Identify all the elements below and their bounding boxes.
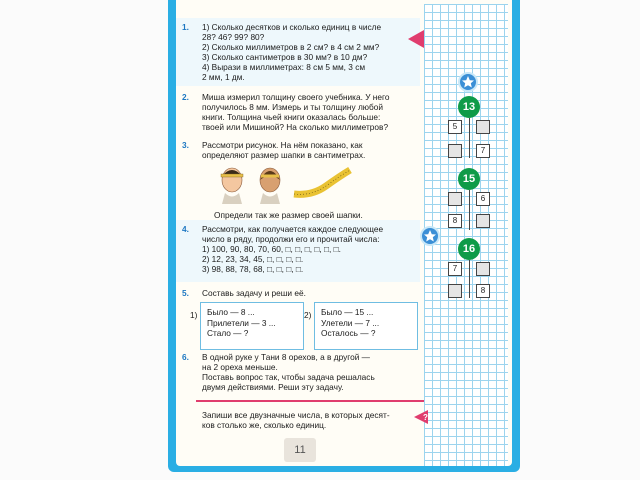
puzzle-cell: 5 — [448, 120, 462, 134]
puzzle-connector — [469, 190, 470, 230]
box-line: Осталось — ? — [321, 328, 376, 338]
box-line: Стало — ? — [207, 328, 249, 338]
puzzle-connector — [469, 260, 470, 298]
box-line: Было — 15 ... — [321, 307, 374, 317]
task-number: 3. — [182, 140, 189, 150]
box-number: 1) — [190, 310, 198, 320]
task-number: 4. — [182, 224, 189, 234]
task-line: Рассмотри рисунок. На нём показано, как — [202, 140, 363, 150]
task-line: получилось 8 мм. Измерь и ты толщину любой — [202, 102, 384, 112]
task-number: 5. — [182, 288, 189, 298]
task-3-caption: Определи так же размер своей шапки. — [214, 210, 363, 220]
task-line: Составь задачу и реши её. — [202, 288, 306, 298]
textbook-page — [176, 0, 512, 466]
measuring-tape-icon — [294, 170, 350, 194]
puzzle-empty-cell — [476, 214, 490, 228]
puzzle-empty-cell — [476, 120, 490, 134]
task-line: Рассмотри, как получается каждое следующее — [202, 224, 384, 234]
pointer-triangle-icon — [408, 30, 424, 48]
task-line: число в ряду, продолжи его и прочитай числа: — [202, 234, 380, 244]
task-number: 6. — [182, 352, 189, 362]
puzzle-cell: 7 — [448, 262, 462, 276]
task-line: двумя действиями. Реши эту задачу. — [202, 382, 344, 392]
puzzle-cell: 8 — [448, 214, 462, 228]
puzzle-badge: 15 — [458, 168, 480, 190]
task-line: на 2 ореха меньше. — [202, 362, 278, 372]
divider — [196, 400, 424, 402]
star-icon — [458, 72, 478, 92]
puzzle-badge: 16 — [458, 238, 480, 260]
task-line: Миша измерил толщину своего учебника. У него — [202, 92, 390, 102]
task-number: 2. — [182, 92, 189, 102]
task-line: 4) Вырази в миллиметрах: 8 см 5 мм, 3 см — [202, 62, 366, 72]
hat-measuring-illustration — [216, 160, 356, 204]
task-line: Поставь вопрос так, чтобы задача решалась — [202, 372, 375, 382]
box-line: Прилетели — 3 ... — [207, 317, 276, 328]
task-line: ков столько же, сколько единиц. — [202, 420, 327, 430]
question-marker-icon — [414, 410, 428, 424]
box-line: Было — 8 ... — [207, 307, 255, 317]
task-line: книги. Толщина чьей книги оказалась больше: — [202, 112, 381, 122]
puzzle-badge: 13 — [458, 96, 480, 118]
puzzle-empty-cell — [448, 284, 462, 298]
puzzle-cell: 6 — [476, 192, 490, 206]
puzzle-empty-cell — [448, 144, 462, 158]
svg-text:?: ? — [423, 413, 428, 422]
puzzle-connector — [469, 118, 470, 158]
puzzle-empty-cell — [448, 192, 462, 206]
problem-box-2 — [314, 302, 418, 350]
task-5-boxes — [200, 302, 414, 352]
problem-box-1 — [200, 302, 304, 350]
page-number: 11 — [284, 438, 316, 462]
task-line: твоей или Мишиной? На сколько миллиметров? — [202, 122, 389, 132]
task-line: 3) 98, 88, 78, 68, □, □, □, □. — [202, 264, 304, 274]
box-number: 2) — [304, 310, 312, 320]
task-line: 1) 100, 90, 80, 70, 60, □, □, □, □, □, □. — [202, 244, 341, 254]
task-line: 28? 46? 99? 80? — [202, 32, 265, 42]
task-number: 1. — [182, 22, 189, 32]
task-line: В одной руке у Тани 8 орехов, а в другой — — [202, 352, 370, 362]
task-line: 2 мм, 1 дм. — [202, 72, 245, 82]
box-line: Улетели — 7 ... — [321, 317, 380, 328]
puzzle-empty-cell — [476, 262, 490, 276]
star-icon — [420, 226, 440, 246]
puzzle-cell: 7 — [476, 144, 490, 158]
task-line: 3) Сколько сантиметров в 30 мм? в 10 дм? — [202, 52, 368, 62]
head-front-icon — [221, 168, 243, 204]
task-line: Запиши все двузначные числа, в которых десят- — [202, 410, 390, 420]
task-line: определяют размер шапки в сантиметрах. — [202, 150, 366, 160]
task-line: 1) Сколько десятков и сколько единиц в числе — [202, 22, 382, 32]
task-line: 2) 12, 23, 34, 45, □, □, □, □. — [202, 254, 304, 264]
head-back-icon — [260, 168, 280, 204]
task-line: 2) Сколько миллиметров в 2 см? в 4 см 2 мм? — [202, 42, 380, 52]
puzzle-cell: 8 — [476, 284, 490, 298]
